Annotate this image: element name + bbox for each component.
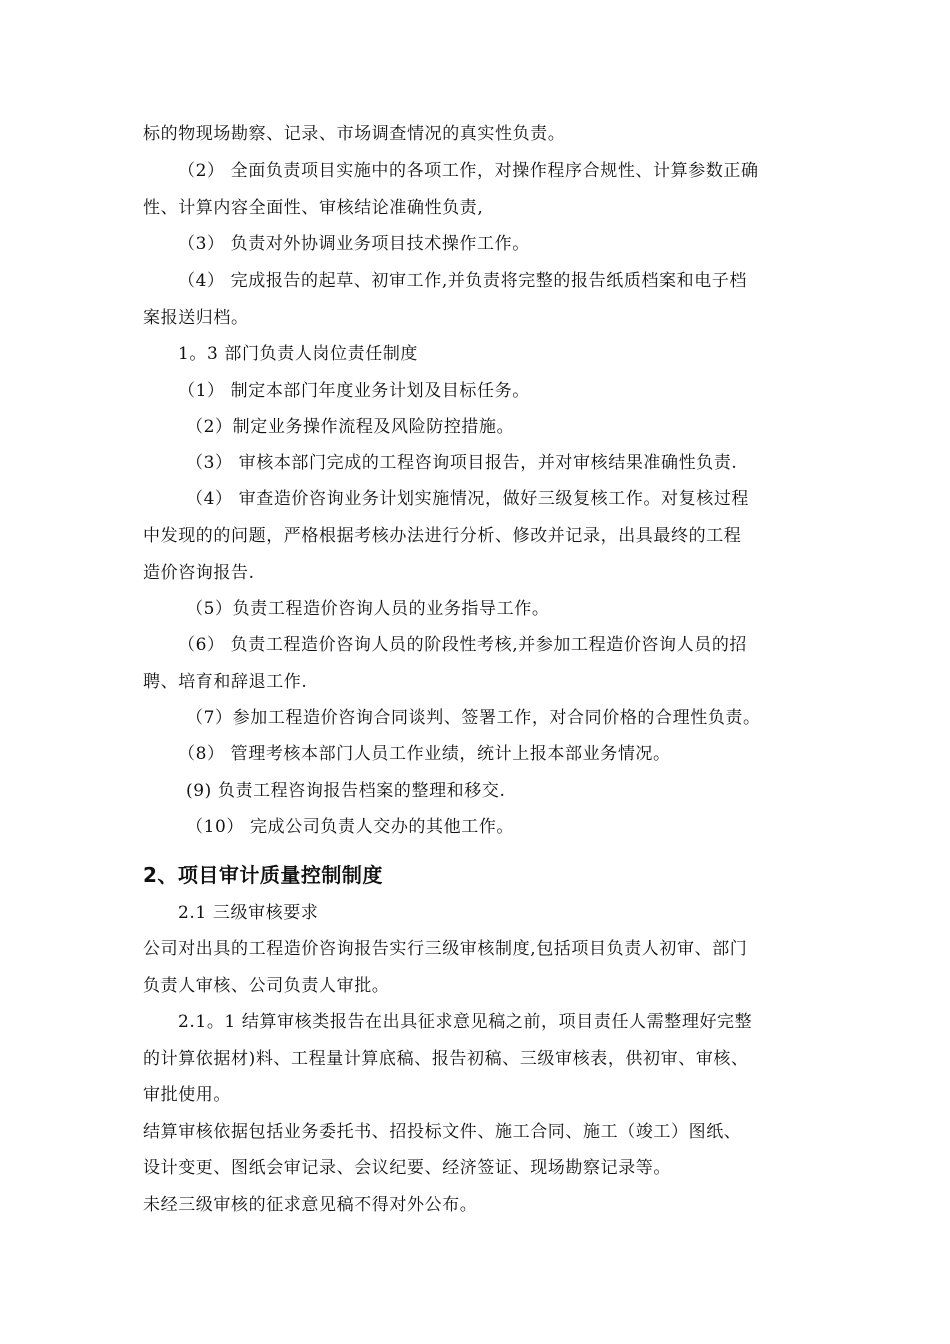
text-line: 性、计算内容全面性、审核结论准确性负责, — [143, 198, 484, 218]
text-line: 中发现的的问题，严格根据考核办法进行分析、修改并记录，出具最终的工程 — [143, 526, 742, 546]
text-line: （4） 完成报告的起草、初审工作,并负责将完整的报告纸质档案和电子档 — [178, 271, 748, 291]
text-line: 未经三级审核的征求意见稿不得对外公布。 — [143, 1195, 478, 1215]
text-line: （4） 审查造价咨询业务计划实施情况，做好三级复核工作。对复核过程 — [186, 489, 750, 509]
text-line: （2） 全面负责项目实施中的各项工作，对操作程序合规性、计算参数正确 — [178, 161, 759, 181]
text-line: 负责人审核、公司负责人审批。 — [143, 976, 390, 996]
text-line: 设计变更、图纸会审记录、会议纪要、经济签证、现场勘察记录等。 — [143, 1158, 671, 1178]
text-line: 公司对出具的工程造价咨询报告实行三级审核制度,包括项目负责人初审、部门 — [143, 939, 748, 959]
text-line: （2）制定业务操作流程及风险防控措施。 — [186, 417, 515, 437]
section-heading: 2、项目审计质量控制制度 — [143, 863, 383, 887]
text-line: （3） 负责对外协调业务项目技术操作工作。 — [178, 234, 530, 254]
section-subheading: 1。3 部门负责人岗位责任制度 — [178, 344, 419, 364]
text-line: 标的物现场勘察、记录、市场调查情况的真实性负责。 — [143, 124, 566, 144]
text-line: (9) 负责工程咨询报告档案的整理和移交. — [186, 781, 506, 801]
text-line: 审批使用。 — [143, 1085, 231, 1105]
text-line: （6） 负责工程造价咨询人员的阶段性考核,并参加工程造价咨询人员的招 — [178, 635, 748, 655]
text-line: （7）参加工程造价咨询合同谈判、签署工作，对合同价格的合理性负责。 — [186, 708, 761, 728]
text-line: 2.1。1 结算审核类报告在出具征求意见稿之前，项目责任人需整理好完整 — [178, 1012, 753, 1032]
text-line: （3） 审核本部门完成的工程咨询项目报告，并对审核结果准确性负责. — [186, 453, 738, 473]
text-line: 聘、培育和辞退工作. — [143, 672, 308, 692]
text-line: 的计算依据材)料、工程量计算底稿、报告初稿、三级审核表，供初审、审核、 — [143, 1049, 749, 1069]
text-line: 造价咨询报告. — [143, 563, 255, 583]
text-line: 案报送归档。 — [143, 308, 249, 328]
section-subheading: 2.1 三级审核要求 — [178, 903, 319, 923]
text-line: （1） 制定本部门年度业务计划及目标任务。 — [178, 381, 530, 401]
text-line: 结算审核依据包括业务委托书、招投标文件、施工合同、施工（竣工）图纸、 — [143, 1122, 742, 1142]
text-line: （5）负责工程造价咨询人员的业务指导工作。 — [186, 599, 550, 619]
text-line: （10） 完成公司负责人交办的其他工作。 — [186, 817, 515, 837]
text-line: （8） 管理考核本部门人员工作业绩，统计上报本部业务情况。 — [178, 744, 671, 764]
